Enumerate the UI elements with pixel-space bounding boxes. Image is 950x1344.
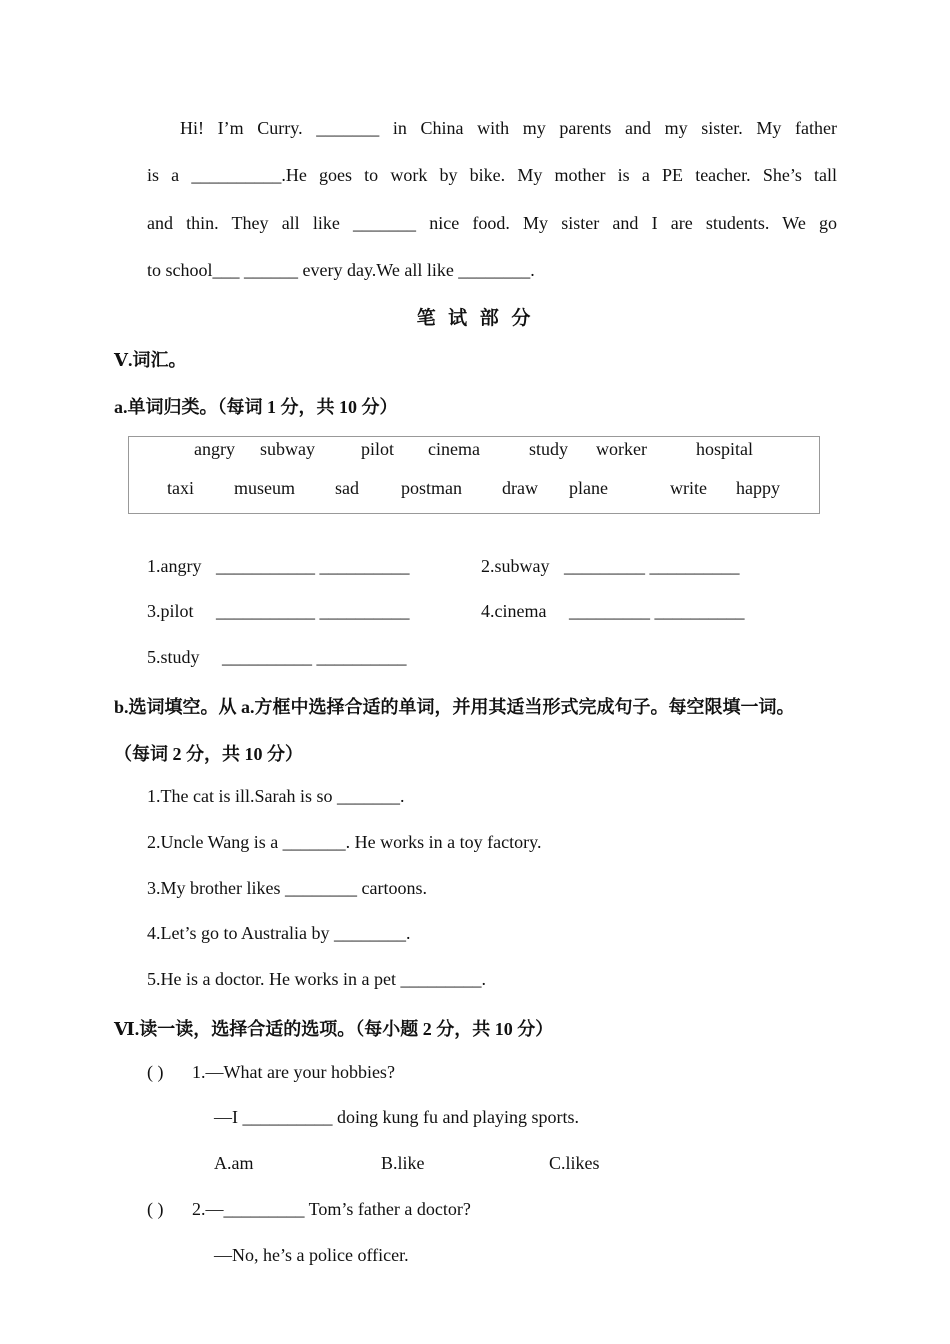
classify-item-4: [481, 601, 744, 622]
question-1: 1.—What are your hobbies?: [192, 1062, 395, 1082]
word-box-word: sad: [335, 478, 359, 498]
classify-item-3: [147, 601, 410, 622]
fill-sentence-4: 4.Let’s go to Australia by ________.: [147, 923, 411, 943]
option-b: B.like: [381, 1153, 425, 1173]
word-box-word: museum: [234, 478, 295, 498]
passage-line-1: Hi! I’m Curry. _______ in China with my parents and my sister. My father: [180, 118, 837, 138]
word-box-word: plane: [569, 478, 608, 498]
item-blanks[interactable]: ___________ __________: [216, 601, 410, 621]
item-label: 4.cinema: [481, 601, 547, 621]
word-box-word: draw: [502, 478, 538, 498]
word-box-word: angry: [194, 439, 235, 459]
word-box-word: taxi: [167, 478, 194, 498]
fill-sentence-2: 2.Uncle Wang is a _______. He works in a toy factory.: [147, 832, 542, 852]
item-label: 3.pilot: [147, 601, 194, 621]
question-2-paren[interactable]: ( ): [147, 1199, 164, 1219]
passage-line-4: to school___ ______ every day.We all like ________.: [147, 260, 535, 280]
item-blanks[interactable]: __________ __________: [222, 647, 407, 667]
option-c: C.likes: [549, 1153, 600, 1173]
item-blanks[interactable]: _________ __________: [568, 601, 745, 621]
question-2: 2.—_________ Tom’s father a doctor?: [192, 1199, 471, 1219]
classify-item-1: [147, 556, 409, 577]
item-blanks[interactable]: _________ __________: [564, 556, 740, 576]
item-label: 1.angry: [147, 556, 202, 576]
word-box-word: postman: [401, 478, 462, 498]
classify-item-2: [481, 556, 740, 577]
word-box-word: pilot: [361, 439, 395, 459]
item-blanks[interactable]: ___________ __________: [215, 556, 410, 576]
part-b-heading: b.选词填空。从 a.方框中选择合适的单词，并用其适当形式完成句子。每空限填一词。: [114, 697, 795, 717]
word-box-word: happy: [736, 478, 780, 498]
fill-sentence-1: 1.The cat is ill.Sarah is so _______.: [147, 786, 405, 806]
word-box-word: worker: [596, 439, 647, 459]
question-1-paren[interactable]: ( ): [147, 1062, 164, 1082]
fill-sentence-5: 5.He is a doctor. He works in a pet _________.: [147, 969, 486, 989]
option-a: A.am: [214, 1153, 254, 1173]
word-box: [128, 436, 820, 514]
section-5-heading: Ⅴ.词汇。: [114, 350, 187, 370]
part-a-heading: a.单词归类。（每词 1 分，共 10 分）: [114, 397, 398, 417]
part-b-points: （每词 2 分，共 10 分）: [114, 744, 303, 764]
item-label: 2.subway: [481, 556, 550, 576]
word-box-word: study: [529, 439, 569, 459]
item-label: 5.study: [147, 647, 200, 667]
fill-sentence-3: 3.My brother likes ________ cartoons.: [147, 878, 427, 898]
passage-line-2: is a __________.He goes to work by bike. My mother is a PE teacher. She’s tall: [147, 165, 837, 185]
section-6-heading: Ⅵ.读一读，选择合适的选项。（每小题 2 分，共 10 分）: [114, 1019, 554, 1039]
classify-item-5: [147, 647, 407, 668]
question-2-answer: —No, he’s a police officer.: [214, 1245, 409, 1265]
passage-line-3: and thin. They all like _______ nice food. My sister and I are students. We go: [147, 213, 837, 233]
word-box-word: cinema: [428, 439, 480, 459]
section-title: 笔 试 部 分: [416, 307, 534, 329]
word-box-word: write: [670, 478, 707, 498]
question-1-answer: —I __________ doing kung fu and playing sports.: [214, 1107, 579, 1127]
word-box-word: subway: [260, 439, 315, 459]
word-box-word: hospital: [696, 439, 753, 459]
